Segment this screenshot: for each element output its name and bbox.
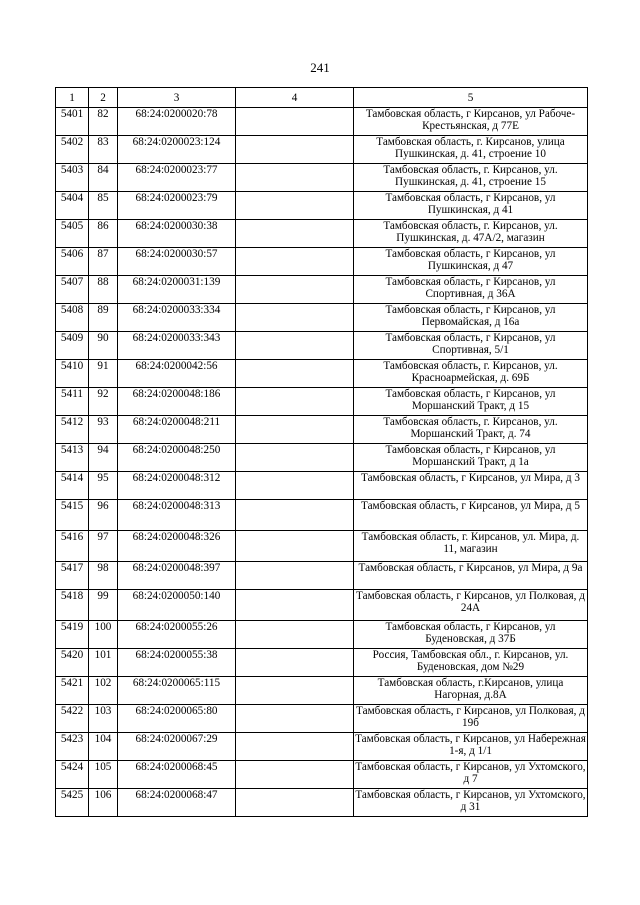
- cadastral-number: 68:24:0200048:313: [118, 500, 236, 531]
- item-number: 85: [89, 192, 118, 220]
- address: Тамбовская область, г Кирсанов, ул Рабоче-Крестьянская, д 77Е: [354, 108, 588, 136]
- table-row: [56, 360, 588, 388]
- address: Россия, Тамбовская обл., г. Кирсанов, ул. Буденовская, дом №29: [354, 649, 588, 677]
- item-number: 90: [89, 332, 118, 360]
- item-number: 91: [89, 360, 118, 388]
- item-number: 106: [89, 789, 118, 817]
- cadastral-number: 68:24:0200068:47: [118, 789, 236, 817]
- item-number: 100: [89, 621, 118, 649]
- address: Тамбовская область, г Кирсанов, ул Ухтомского, д 7: [354, 761, 588, 789]
- cadastral-number: 68:24:0200048:211: [118, 416, 236, 444]
- column-4-value: [236, 108, 354, 136]
- cadastral-number: 68:24:0200048:186: [118, 388, 236, 416]
- item-number: 82: [89, 108, 118, 136]
- row-number: 5414: [56, 472, 89, 500]
- cadastral-number: 68:24:0200067:29: [118, 733, 236, 761]
- cadastral-number: 68:24:0200050:140: [118, 590, 236, 621]
- address: Тамбовская область, г Кирсанов, ул Мира, д 5: [354, 500, 588, 531]
- column-4-value: [236, 332, 354, 360]
- table-row: [56, 562, 588, 590]
- column-header-4: 4: [236, 88, 354, 108]
- column-4-value: [236, 590, 354, 621]
- item-number: 105: [89, 761, 118, 789]
- address: Тамбовская область, г Кирсанов, ул Мира, д 9а: [354, 562, 588, 590]
- table-header-row: [56, 88, 588, 108]
- address: Тамбовская область, г Кирсанов, ул Буденовская, д 37Б: [354, 621, 588, 649]
- row-number: 5401: [56, 108, 89, 136]
- table-row: [56, 388, 588, 416]
- column-4-value: [236, 276, 354, 304]
- table-body: [56, 108, 588, 817]
- cadastral-number: 68:24:0200042:56: [118, 360, 236, 388]
- address: Тамбовская область, г. Кирсанов, улица Пушкинская, д. 41, строение 10: [354, 136, 588, 164]
- table-row: [56, 248, 588, 276]
- cadastral-number: 68:24:0200065:115: [118, 677, 236, 705]
- item-number: 87: [89, 248, 118, 276]
- table-row: [56, 531, 588, 562]
- row-number: 5407: [56, 276, 89, 304]
- row-number: 5421: [56, 677, 89, 705]
- address: Тамбовская область, г Кирсанов, ул Моршанский Тракт, д 1а: [354, 444, 588, 472]
- item-number: 86: [89, 220, 118, 248]
- table-row: [56, 649, 588, 677]
- row-number: 5408: [56, 304, 89, 332]
- item-number: 103: [89, 705, 118, 733]
- item-number: 102: [89, 677, 118, 705]
- row-number: 5405: [56, 220, 89, 248]
- table-row: [56, 590, 588, 621]
- column-4-value: [236, 388, 354, 416]
- cadastral-number: 68:24:0200020:78: [118, 108, 236, 136]
- column-4-value: [236, 705, 354, 733]
- cadastral-number: 68:24:0200048:250: [118, 444, 236, 472]
- column-4-value: [236, 444, 354, 472]
- address: Тамбовская область, г. Кирсанов, ул. Пушкинская, д. 41, строение 15: [354, 164, 588, 192]
- address: Тамбовская область, г Кирсанов, ул Пушкинская, д 47: [354, 248, 588, 276]
- column-4-value: [236, 677, 354, 705]
- item-number: 84: [89, 164, 118, 192]
- address: Тамбовская область, г Кирсанов, ул Моршанский Тракт, д 15: [354, 388, 588, 416]
- column-4-value: [236, 789, 354, 817]
- row-number: 5424: [56, 761, 89, 789]
- row-number: 5409: [56, 332, 89, 360]
- row-number: 5420: [56, 649, 89, 677]
- column-4-value: [236, 562, 354, 590]
- cadastral-number: 68:24:0200048:312: [118, 472, 236, 500]
- table-row: [56, 621, 588, 649]
- column-header-5: 5: [354, 88, 588, 108]
- table-row: [56, 220, 588, 248]
- column-4-value: [236, 472, 354, 500]
- table-row: [56, 108, 588, 136]
- table-row: [56, 677, 588, 705]
- cadastral-number: 68:24:0200055:26: [118, 621, 236, 649]
- table-row: [56, 733, 588, 761]
- address: Тамбовская область, г Кирсанов, ул Спортивная, 5/1: [354, 332, 588, 360]
- row-number: 5406: [56, 248, 89, 276]
- address: Тамбовская область, г. Кирсанов, ул. Пушкинская, д. 47А/2, магазин: [354, 220, 588, 248]
- column-4-value: [236, 761, 354, 789]
- item-number: 97: [89, 531, 118, 562]
- address: Тамбовская область, г. Кирсанов, ул. Мира, д. 11, магазин: [354, 531, 588, 562]
- item-number: 98: [89, 562, 118, 590]
- row-number: 5410: [56, 360, 89, 388]
- page-number: 241: [310, 60, 330, 75]
- item-number: 96: [89, 500, 118, 531]
- column-4-value: [236, 220, 354, 248]
- row-number: 5425: [56, 789, 89, 817]
- table-row: [56, 332, 588, 360]
- table-row: [56, 164, 588, 192]
- column-header-1: 1: [56, 88, 89, 108]
- address: Тамбовская область, г Кирсанов, ул Набережная 1-я, д 1/1: [354, 733, 588, 761]
- row-number: 5416: [56, 531, 89, 562]
- row-number: 5411: [56, 388, 89, 416]
- column-4-value: [236, 500, 354, 531]
- cadastral-number: 68:24:0200030:38: [118, 220, 236, 248]
- column-4-value: [236, 248, 354, 276]
- row-number: 5422: [56, 705, 89, 733]
- row-number: 5413: [56, 444, 89, 472]
- address: Тамбовская область, г Кирсанов, ул Ухтомского, д 31: [354, 789, 588, 817]
- registry-table: [55, 87, 588, 817]
- address: Тамбовская область, г Кирсанов, ул Пушкинская, д 41: [354, 192, 588, 220]
- column-4-value: [236, 136, 354, 164]
- table-row: [56, 136, 588, 164]
- row-number: 5417: [56, 562, 89, 590]
- address: Тамбовская область, г.Кирсанов, улица Нагорная, д.8А: [354, 677, 588, 705]
- column-4-value: [236, 649, 354, 677]
- cadastral-number: 68:24:0200023:124: [118, 136, 236, 164]
- item-number: 94: [89, 444, 118, 472]
- address: Тамбовская область, г Кирсанов, ул Мира, д 3: [354, 472, 588, 500]
- row-number: 5418: [56, 590, 89, 621]
- cadastral-number: 68:24:0200030:57: [118, 248, 236, 276]
- column-4-value: [236, 304, 354, 332]
- table-row: [56, 705, 588, 733]
- item-number: 83: [89, 136, 118, 164]
- address: Тамбовская область, г Кирсанов, ул Спортивная, д 36А: [354, 276, 588, 304]
- column-header-2: 2: [89, 88, 118, 108]
- row-number: 5423: [56, 733, 89, 761]
- row-number: 5402: [56, 136, 89, 164]
- row-number: 5403: [56, 164, 89, 192]
- address: Тамбовская область, г. Кирсанов, ул. Моршанский Тракт, д. 74: [354, 416, 588, 444]
- cadastral-number: 68:24:0200031:139: [118, 276, 236, 304]
- cadastral-number: 68:24:0200023:79: [118, 192, 236, 220]
- cadastral-number: 68:24:0200048:326: [118, 531, 236, 562]
- row-number: 5419: [56, 621, 89, 649]
- cadastral-number: 68:24:0200033:343: [118, 332, 236, 360]
- table-row: [56, 416, 588, 444]
- table-row: [56, 192, 588, 220]
- table-row: [56, 789, 588, 817]
- address: Тамбовская область, г. Кирсанов, ул. Красноармейская, д. 69Б: [354, 360, 588, 388]
- table-row: [56, 444, 588, 472]
- cadastral-number: 68:24:0200048:397: [118, 562, 236, 590]
- address: Тамбовская область, г Кирсанов, ул Полковая, д 24А: [354, 590, 588, 621]
- cadastral-number: 68:24:0200065:80: [118, 705, 236, 733]
- item-number: 88: [89, 276, 118, 304]
- table-row: [56, 761, 588, 789]
- row-number: 5412: [56, 416, 89, 444]
- item-number: 93: [89, 416, 118, 444]
- cadastral-number: 68:24:0200033:334: [118, 304, 236, 332]
- table-row: [56, 500, 588, 531]
- item-number: 95: [89, 472, 118, 500]
- row-number: 5404: [56, 192, 89, 220]
- column-4-value: [236, 164, 354, 192]
- item-number: 101: [89, 649, 118, 677]
- table-row: [56, 276, 588, 304]
- address: Тамбовская область, г Кирсанов, ул Полковая, д 19б: [354, 705, 588, 733]
- cadastral-number: 68:24:0200023:77: [118, 164, 236, 192]
- column-4-value: [236, 621, 354, 649]
- item-number: 92: [89, 388, 118, 416]
- column-4-value: [236, 192, 354, 220]
- column-4-value: [236, 733, 354, 761]
- table-row: [56, 304, 588, 332]
- address: Тамбовская область, г Кирсанов, ул Первомайская, д 16а: [354, 304, 588, 332]
- row-number: 5415: [56, 500, 89, 531]
- item-number: 104: [89, 733, 118, 761]
- item-number: 89: [89, 304, 118, 332]
- table-row: [56, 472, 588, 500]
- column-header-3: 3: [118, 88, 236, 108]
- column-4-value: [236, 531, 354, 562]
- cadastral-number: 68:24:0200068:45: [118, 761, 236, 789]
- column-4-value: [236, 360, 354, 388]
- cadastral-number: 68:24:0200055:38: [118, 649, 236, 677]
- item-number: 99: [89, 590, 118, 621]
- column-4-value: [236, 416, 354, 444]
